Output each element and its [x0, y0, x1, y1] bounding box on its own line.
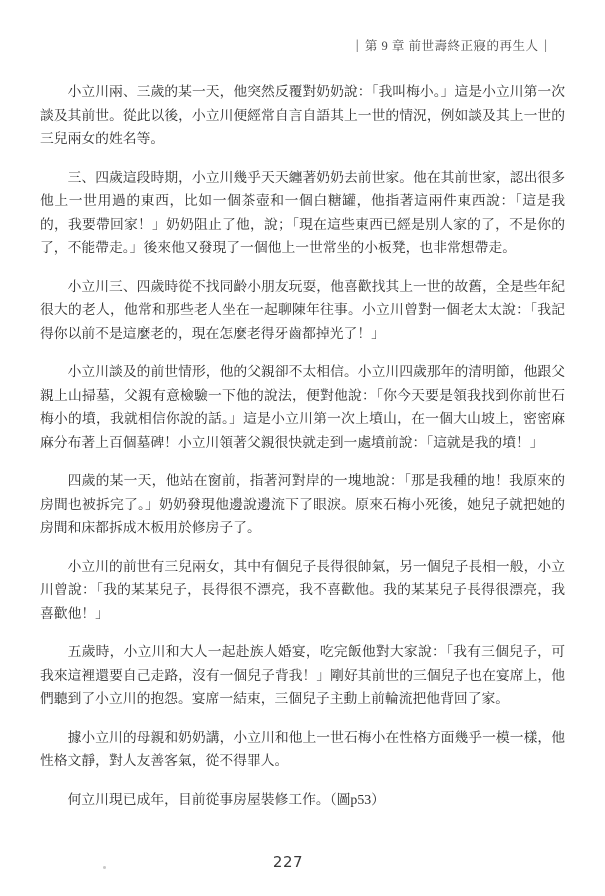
page-number: 227	[272, 853, 304, 871]
paragraph-1: 小立川兩、三歲的某一天，他突然反覆對奶奶說：「我叫梅小。」這是小立川第一次談及其前世。從此以後，小立川便經常自言自語其上一世的情況，例如談及其上一世的三兒兩女的姓名等。	[40, 84, 565, 146]
paragraph-5: 四歲的某一天，他站在窗前，指著河對岸的一塊地說：「那是我種的地！我原來的房間也被拆完了。」奶奶發現他邊說邊流下了眼淚。原來石梅小死後，她兒子就把她的房間和床都拆成木板用於修房子了。	[40, 473, 565, 535]
paragraph-2: 三、四歲這段時期，小立川幾乎天天纏著奶奶去前世家。他在其前世家，認出很多他上一世用過的東西，比如一個茶壺和一個白糖罐，他指著這兩件東西說：「這是我的，我要帶回家！」奶奶阻止了他，說；「現在這些東西已經是別人家的了，不是你的了，不能帶走。」後來他又發現了一個他上一世常坐的小板凳，也非常想帶走。	[40, 169, 565, 255]
header-right-bar: |	[543, 38, 548, 52]
paragraph-8: 據小立川的母親和奶奶講，小立川和他上一世石梅小在性格方面幾乎一模一樣，他性格文靜，對人友善客氣，從不得罪人。	[40, 729, 565, 768]
paragraph-7: 五歲時，小立川和大人一起赴族人婚宴，吃完飯他對大家說：「我有三個兒子，可我來這裡還要自己走路，沒有一個兒子背我！」剛好其前世的三個兒子也在宴席上，他們聽到了小立川的抱怨。宴席一結束，三個兒子主動上前輪流把他背回了家。	[40, 644, 565, 706]
page-body	[40, 80, 565, 826]
header-left-bar: |	[355, 38, 360, 52]
paragraph-6: 小立川的前世有三兒兩女，其中有個兒子長得很帥氣，另一個兒子長相一般，小立川曾說：「我的某某兒子，長得很不漂亮，我不喜歡他。我的某某兒子長得很漂亮，我喜歡他！」	[40, 558, 565, 621]
chapter-title: 第 9 章 前世壽終正寢的再生人	[364, 39, 539, 53]
paragraph-4: 小立川談及的前世情形，他的父親卻不太相信。小立川四歲那年的清明節，他跟父親上山掃墓，父親有意檢驗一下他的說法，便對他說：「你今天要是領我找到你前世石梅小的墳，我就相信你說的話。」這是小立川第一次上墳山，在一個大山坡上，密密麻麻分布著上百個墓碑！小立川領著父親很快就走到一處墳前說：「這就是我的墳！」	[40, 364, 565, 450]
paragraph-9: 何立川現已成年，目前從事房屋裝修工作。（圖p53）	[67, 791, 385, 807]
chapter-header	[350, 36, 553, 54]
paragraph-3: 小立川三、四歲時從不找同齡小朋友玩耍，他喜歡找其上一世的故舊，全是些年紀很大的老人，他常和那些老人坐在一起聊陳年往事。小立川曾對一個老太太說：「我記得你以前不是這麼老的，現在怎麼老得牙齒都掉光了！」	[40, 278, 565, 341]
